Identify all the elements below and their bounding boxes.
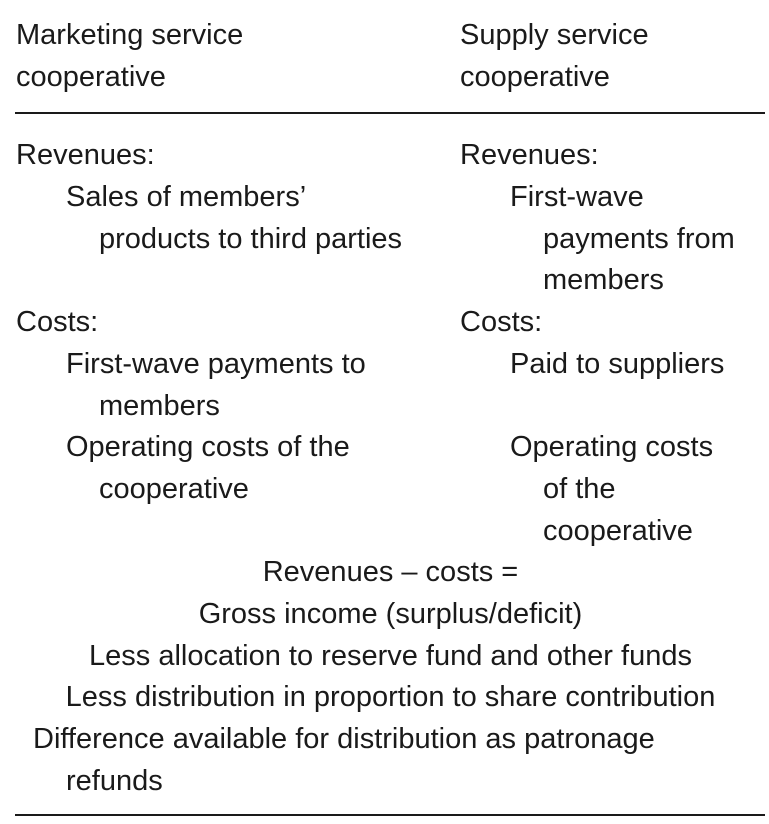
- summary-patronage-line1: Difference available for distribution as patronage: [33, 723, 655, 755]
- summary-reserve-allocation: Less allocation to reserve fund and other funds: [89, 640, 692, 672]
- right-revenue-item-line1: First-wave: [510, 181, 644, 213]
- left-revenues-label: Revenues:: [16, 139, 155, 171]
- right-cost-item2-line3: cooperative: [543, 515, 693, 547]
- summary-patronage-line2: refunds: [66, 765, 163, 797]
- right-cost-item1-line1: Paid to suppliers: [510, 348, 725, 380]
- right-cost-item2-line2: of the: [543, 473, 616, 505]
- summary-share-distribution: Less distribution in proportion to share contribution: [65, 681, 716, 713]
- left-revenue-item-line2: products to third parties: [99, 223, 403, 255]
- left-cost-item2-line2: cooperative: [99, 473, 249, 505]
- left-cost-item2-line1: Operating costs of the: [66, 431, 350, 463]
- header-rule: [15, 112, 765, 114]
- left-cost-item1-line1: First-wave payments to: [66, 348, 366, 380]
- header-right-line1: Supply service: [460, 19, 649, 51]
- left-cost-item1-line2: members: [99, 390, 220, 422]
- footer-rule: [15, 814, 765, 816]
- right-costs-label: Costs:: [460, 306, 543, 338]
- header-right-line2: cooperative: [460, 61, 610, 93]
- right-revenue-item-line2: payments from: [543, 223, 735, 255]
- summary-revenues-minus-costs: Revenues – costs =: [262, 556, 519, 588]
- header-left-line2: cooperative: [16, 61, 166, 93]
- right-revenues-label: Revenues:: [460, 139, 599, 171]
- left-costs-label: Costs:: [16, 306, 99, 338]
- left-revenue-item-line1: Sales of members’: [66, 181, 307, 213]
- right-revenue-item-line3: members: [543, 264, 664, 296]
- summary-gross-income: Gross income (surplus/deficit): [198, 598, 583, 630]
- header-left-line1: Marketing service: [16, 19, 244, 51]
- right-cost-item2-line1: Operating costs: [510, 431, 714, 463]
